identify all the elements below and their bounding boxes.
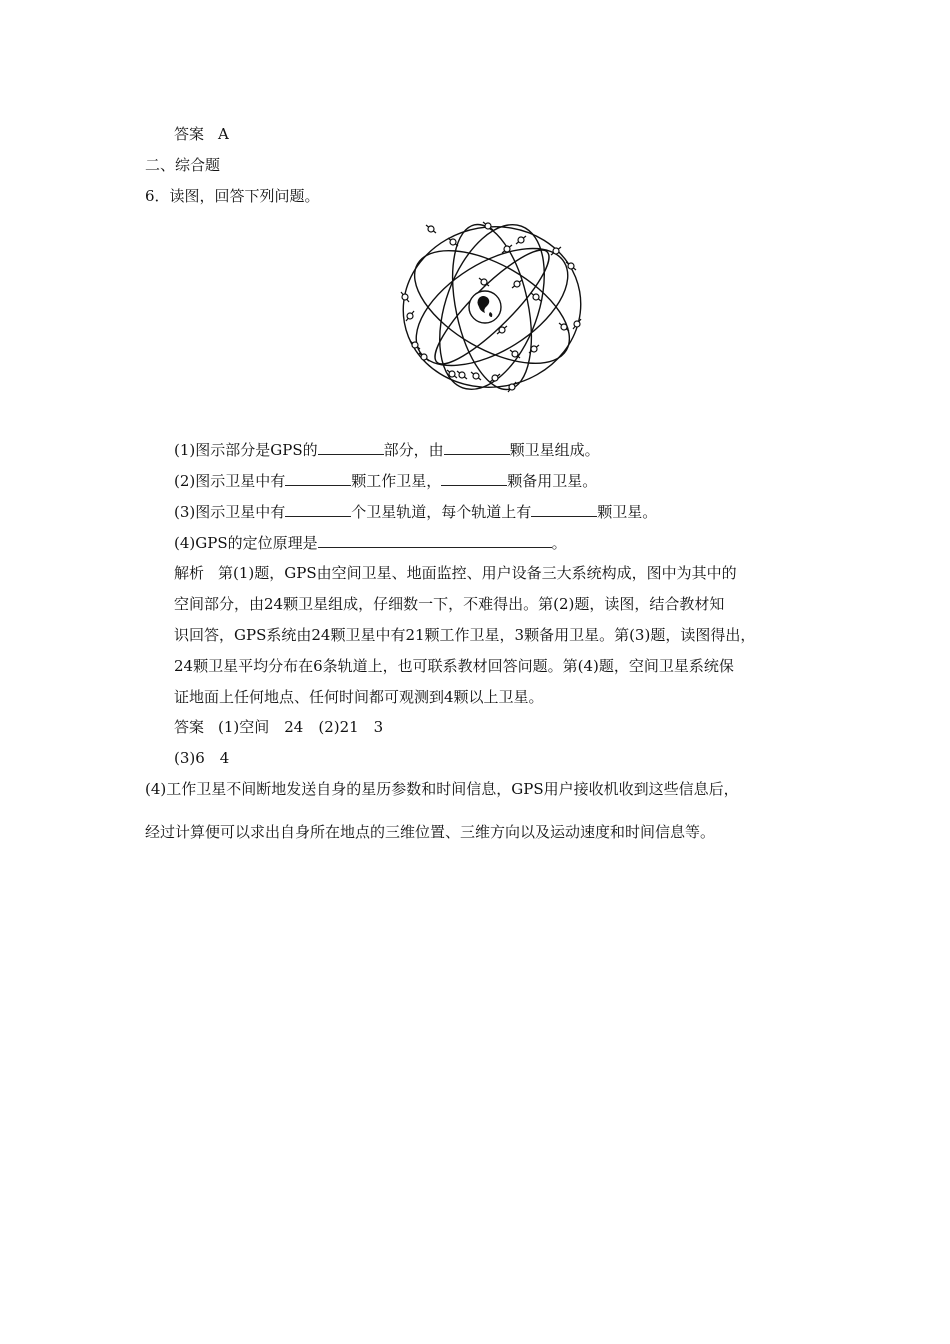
q1-text-b: 部分，由 [383,441,444,459]
satellite [531,293,541,301]
gps-constellation-figure [395,212,590,402]
answer-label: 答案 [174,718,205,736]
sub-question-2 [174,471,597,491]
satellite [457,371,467,379]
sub-question-3 [174,502,657,522]
q4-blank[interactable] [318,533,552,548]
answer-line-3: (4)工作卫星不间断地发送自身的星历参数和时间信息，GPS用户接收机收到这些信息后， [145,780,739,798]
q4-text-a: (4)GPS的定位原理是 [174,534,318,552]
answer-line-2: (3)6 4 [174,749,230,767]
analysis-line-5: 证地面上任何地点、任何时间都可观测到4颗以上卫星。 [174,688,544,706]
section-title: 二、综合题 [145,156,221,174]
q3-blank-1[interactable] [285,502,351,517]
satellite [406,311,414,321]
satellite [448,238,458,246]
satellite [410,341,420,349]
answer-text-1: (1)空间 24 (2)21 3 [218,718,384,736]
q2-blank-2[interactable] [441,471,507,486]
q2-text-a: (2)图示卫星中有 [174,472,286,490]
sub-question-1 [174,440,600,460]
satellite [471,372,481,380]
satellite [479,278,489,286]
satellite [426,225,436,233]
satellite [551,247,561,255]
q2-text-b: 颗工作卫星， [351,472,442,490]
satellite [497,326,507,334]
satellite [512,280,522,288]
question-number: 6． [145,187,170,205]
analysis-line-3: 识回答，GPS系统由24颗卫星中有21颗工作卫星，3颗备用卫星。第(3)题，读图得出， [174,626,756,644]
satellite [508,382,516,392]
earth [469,291,501,323]
q1-blank-1[interactable] [318,440,384,455]
answer-line-1 [174,717,383,737]
q4-text-b: 。 [551,534,567,552]
question-prompt: 读图，回答下列问题。 [169,187,320,205]
q2-blank-1[interactable] [285,471,351,486]
satellite [559,323,569,331]
q3-text-c: 颗卫星。 [597,503,658,521]
satellite [401,292,409,302]
q3-text-b: 个卫星轨道，每个轨道上有 [351,503,532,521]
q1-blank-2[interactable] [444,440,510,455]
analysis-line-4: 24颗卫星平均分布在6条轨道上，也可联系教材回答问题。第(4)题，空间卫星系统保 [174,657,734,675]
answer-line-4: 经过计算便可以求出自身所在地点的三维位置、三维方向以及运动速度和时间信息等。 [145,823,716,841]
analysis-label: 解析 [174,564,205,582]
satellite [510,350,520,358]
q1-text-c: 颗卫星组成。 [509,441,600,459]
analysis-text-1: 第(1)题，GPS由空间卫星、地面监控、用户设备三大系统构成，图中为其中的 [218,564,737,582]
prev-answer [174,124,229,144]
q2-text-c: 颗备用卫星。 [507,472,598,490]
question-header [145,186,320,206]
satellite [516,236,526,244]
prev-answer-label: 答案 [174,125,205,143]
satellite [490,374,500,382]
sub-question-4 [174,533,567,553]
prev-answer-value: A [218,125,229,143]
analysis-line-1 [174,563,737,583]
satellite [483,222,493,230]
q3-blank-2[interactable] [531,502,597,517]
satellite [419,353,429,361]
satellite [573,319,581,329]
q1-text-a: (1)图示部分是GPS的 [174,441,318,459]
analysis-line-2: 空间部分，由24颗卫星组成，仔细数一下，不难得出。第(2)题，读图，结合教材知 [174,595,725,613]
q3-text-a: (3)图示卫星中有 [174,503,286,521]
